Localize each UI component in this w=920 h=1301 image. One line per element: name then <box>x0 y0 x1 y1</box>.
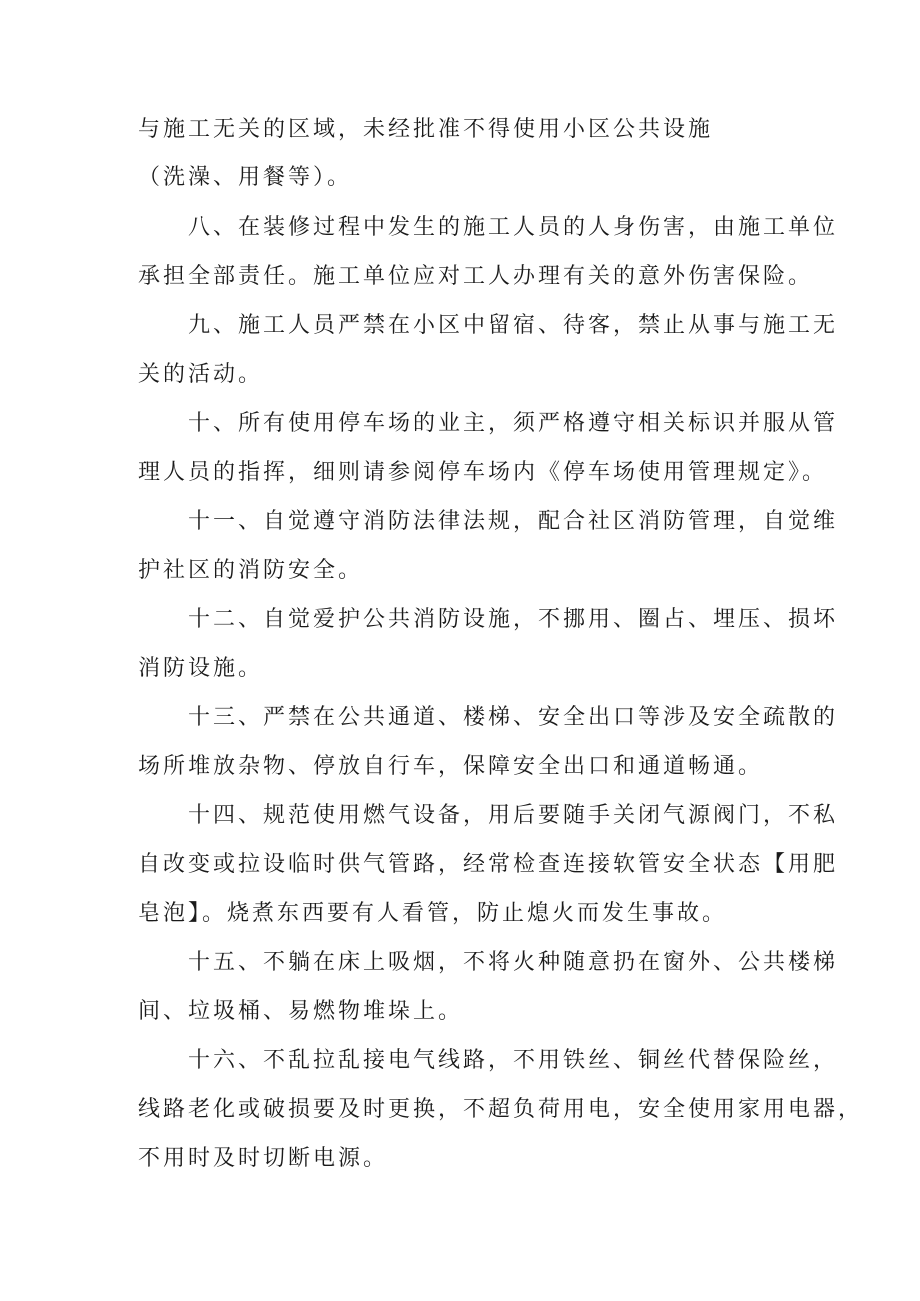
paragraph-12-line-2: 消防设施。 <box>138 656 264 681</box>
paragraph-14-line-2: 自改变或拉设临时供气管路，经常检查连接软管安全状态【用肥 <box>138 852 839 877</box>
paragraph-14-line-3: 皂泡】。烧煮东西要有人看管，防止熄火而发生事故。 <box>138 901 728 926</box>
paragraph-12-line-1: 十二、自觉爱护公共消防设施，不挪用、圈占、埋压、损坏 <box>188 607 839 632</box>
text-line: （洗澡、用餐等）。 <box>138 165 353 190</box>
paragraph-16-line-3: 不用时及时切断电源。 <box>138 1146 389 1171</box>
paragraph-11-line-2: 护社区的消防安全。 <box>138 558 364 583</box>
paragraph-11-line-1: 十一、自觉遵守消防法律法规，配合社区消防管理，自觉维 <box>188 509 839 534</box>
paragraph-16-line-2: 线路老化或破损要及时更换，不超负荷用电，安全使用家用电器， <box>138 1097 864 1122</box>
text-line: 与施工无关的区域，未经批准不得使用小区公共设施 <box>138 117 714 142</box>
paragraph-15-line-2: 间、垃圾桶、易燃物堆垛上。 <box>138 999 464 1024</box>
paragraph-16-line-1: 十六、不乱拉乱接电气线路，不用铁丝、铜丝代替保险丝， <box>188 1048 839 1073</box>
paragraph-10-line-2: 理人员的指挥，细则请参阅停车场内《停车场使用管理规定》。 <box>138 460 828 485</box>
paragraph-9-line-1: 九、施工人员严禁在小区中留宿、待客，禁止从事与施工无 <box>188 313 839 338</box>
paragraph-14-line-1: 十四、规范使用燃气设备，用后要随手关闭气源阀门，不私 <box>188 803 839 828</box>
paragraph-15-line-1: 十五、不躺在床上吸烟，不将火种随意扔在窗外、公共楼梯 <box>188 950 839 975</box>
paragraph-8-line-2: 承担全部责任。施工单位应对工人办理有关的意外伤害保险。 <box>138 264 814 289</box>
paragraph-10-line-1: 十、所有使用停车场的业主，须严格遵守相关标识并服从管 <box>188 411 839 436</box>
paragraph-8-line-1: 八、在装修过程中发生的施工人员的人身伤害，由施工单位 <box>188 215 839 240</box>
paragraph-13-line-1: 十三、严禁在公共通道、楼梯、安全出口等涉及安全疏散的 <box>188 705 839 730</box>
paragraph-13-line-2: 场所堆放杂物、停放自行车，保障安全出口和通道畅通。 <box>138 754 764 779</box>
paragraph-9-line-2: 关的活动。 <box>138 362 264 387</box>
